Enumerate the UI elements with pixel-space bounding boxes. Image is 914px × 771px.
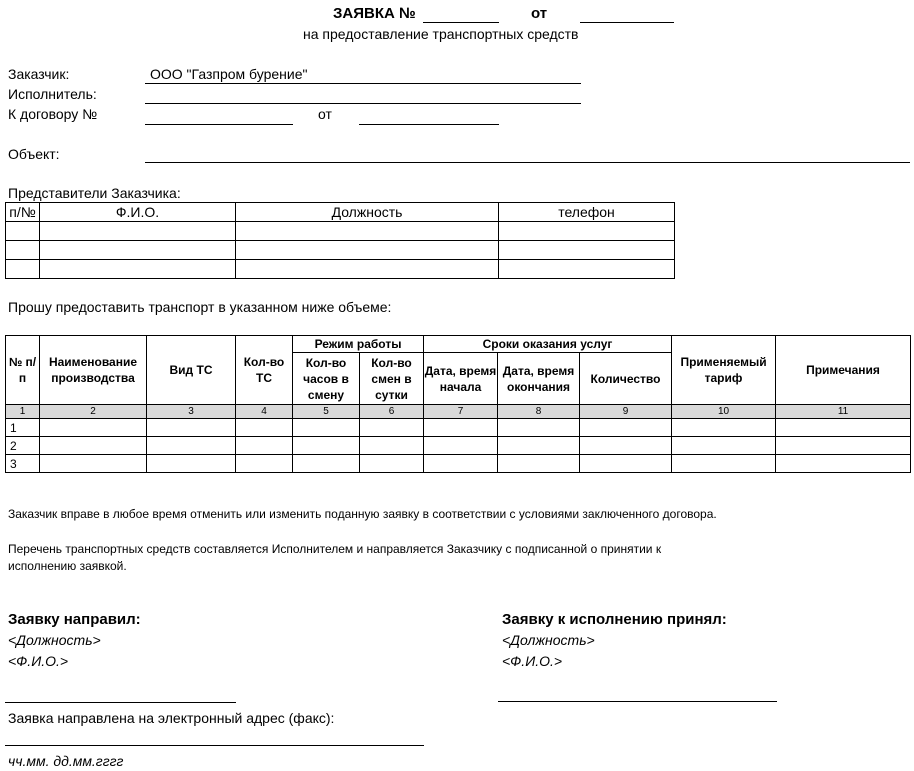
- note-cancel: Заказчик вправе в любое время отменить или изменить поданную заявку в соответствии с условиями заключенного договора.: [8, 507, 717, 521]
- sender-title: Заявку направил:: [8, 611, 141, 628]
- column-number: 6: [360, 405, 424, 419]
- representatives-table: [5, 202, 675, 279]
- receiver-signature-line[interactable]: [498, 701, 777, 702]
- table-row: [6, 419, 911, 437]
- customer-value: ООО "Газпром бурение": [150, 66, 308, 82]
- page-title: ЗАЯВКА №: [333, 5, 416, 22]
- column-header: Ф.И.О.: [40, 203, 236, 222]
- column-number: 4: [236, 405, 293, 419]
- object-label: Объект:: [8, 146, 60, 162]
- header-shifts-per-day: Кол-во смен в сутки: [360, 353, 424, 405]
- header-end: Дата, время окончания: [498, 353, 580, 405]
- receiver-position: <Должность>: [502, 632, 595, 648]
- column-header: телефон: [499, 203, 675, 222]
- header-notes: Примечания: [776, 336, 911, 405]
- request-date-field[interactable]: [580, 22, 674, 23]
- column-number: 8: [498, 405, 580, 419]
- header-tariff: Применяемый тариф: [672, 336, 776, 405]
- executor-field[interactable]: [145, 103, 581, 104]
- header-work-mode: Режим работы: [293, 336, 424, 353]
- table-row: [6, 222, 675, 241]
- datetime-placeholder: чч.мм. дд.мм.гггг: [8, 753, 124, 769]
- contract-number-field[interactable]: [145, 124, 293, 125]
- note-list-line1: Перечень транспортных средств составляется Исполнителем и направляется Заказчику с подписанной о принятии к: [8, 542, 662, 556]
- request-number-field[interactable]: [423, 22, 499, 23]
- header-vehicle-count: Кол-во ТС: [236, 336, 293, 405]
- customer-label: Заказчик:: [8, 66, 70, 82]
- request-text: Прошу предоставить транспорт в указанном ниже объеме:: [8, 299, 392, 315]
- row-number: 2: [6, 437, 40, 455]
- row-number: 3: [6, 455, 40, 473]
- table-row: [6, 437, 911, 455]
- column-number: 10: [672, 405, 776, 419]
- table-row: [6, 455, 911, 473]
- column-number: 2: [40, 405, 147, 419]
- sender-name: <Ф.И.О.>: [8, 653, 69, 669]
- date-label: от: [531, 5, 548, 22]
- table-row: [6, 260, 675, 279]
- receiver-title: Заявку к исполнению принял:: [502, 611, 727, 628]
- header-service-terms: Сроки оказания услуг: [424, 336, 672, 353]
- column-number: 7: [424, 405, 498, 419]
- header-quantity: Количество: [580, 353, 672, 405]
- table-row: [6, 241, 675, 260]
- header-vehicle-type: Вид ТС: [147, 336, 236, 405]
- column-number: 1: [6, 405, 40, 419]
- row-number: 1: [6, 419, 40, 437]
- column-number: 5: [293, 405, 360, 419]
- column-number: 11: [776, 405, 911, 419]
- sender-position: <Должность>: [8, 632, 101, 648]
- representatives-title: Представители Заказчика:: [8, 185, 181, 201]
- transport-table: [5, 335, 911, 473]
- header-hours-per-shift: Кол-во часов в смену: [293, 353, 360, 405]
- contract-label: К договору №: [8, 106, 98, 122]
- column-number: 3: [147, 405, 236, 419]
- column-number: 9: [580, 405, 672, 419]
- sender-signature-line[interactable]: [5, 702, 236, 703]
- column-header: п/№: [6, 203, 40, 222]
- executor-label: Исполнитель:: [8, 86, 97, 102]
- object-field[interactable]: [145, 162, 910, 163]
- customer-field[interactable]: [145, 83, 581, 84]
- email-field[interactable]: [5, 745, 424, 746]
- column-header: Должность: [236, 203, 499, 222]
- contract-date-field[interactable]: [359, 124, 499, 125]
- receiver-name: <Ф.И.О.>: [502, 653, 563, 669]
- header-num: № п/п: [6, 336, 40, 405]
- email-label: Заявка направлена на электронный адрес (факс):: [8, 710, 335, 726]
- contract-date-label: от: [318, 106, 332, 122]
- page-subtitle: на предоставление транспортных средств: [303, 26, 579, 42]
- header-start: Дата, время начала: [424, 353, 498, 405]
- header-production: Наименование производства: [40, 336, 147, 405]
- note-list-line2: исполнению заявкой.: [8, 559, 127, 573]
- column-numbers-row: [6, 405, 911, 419]
